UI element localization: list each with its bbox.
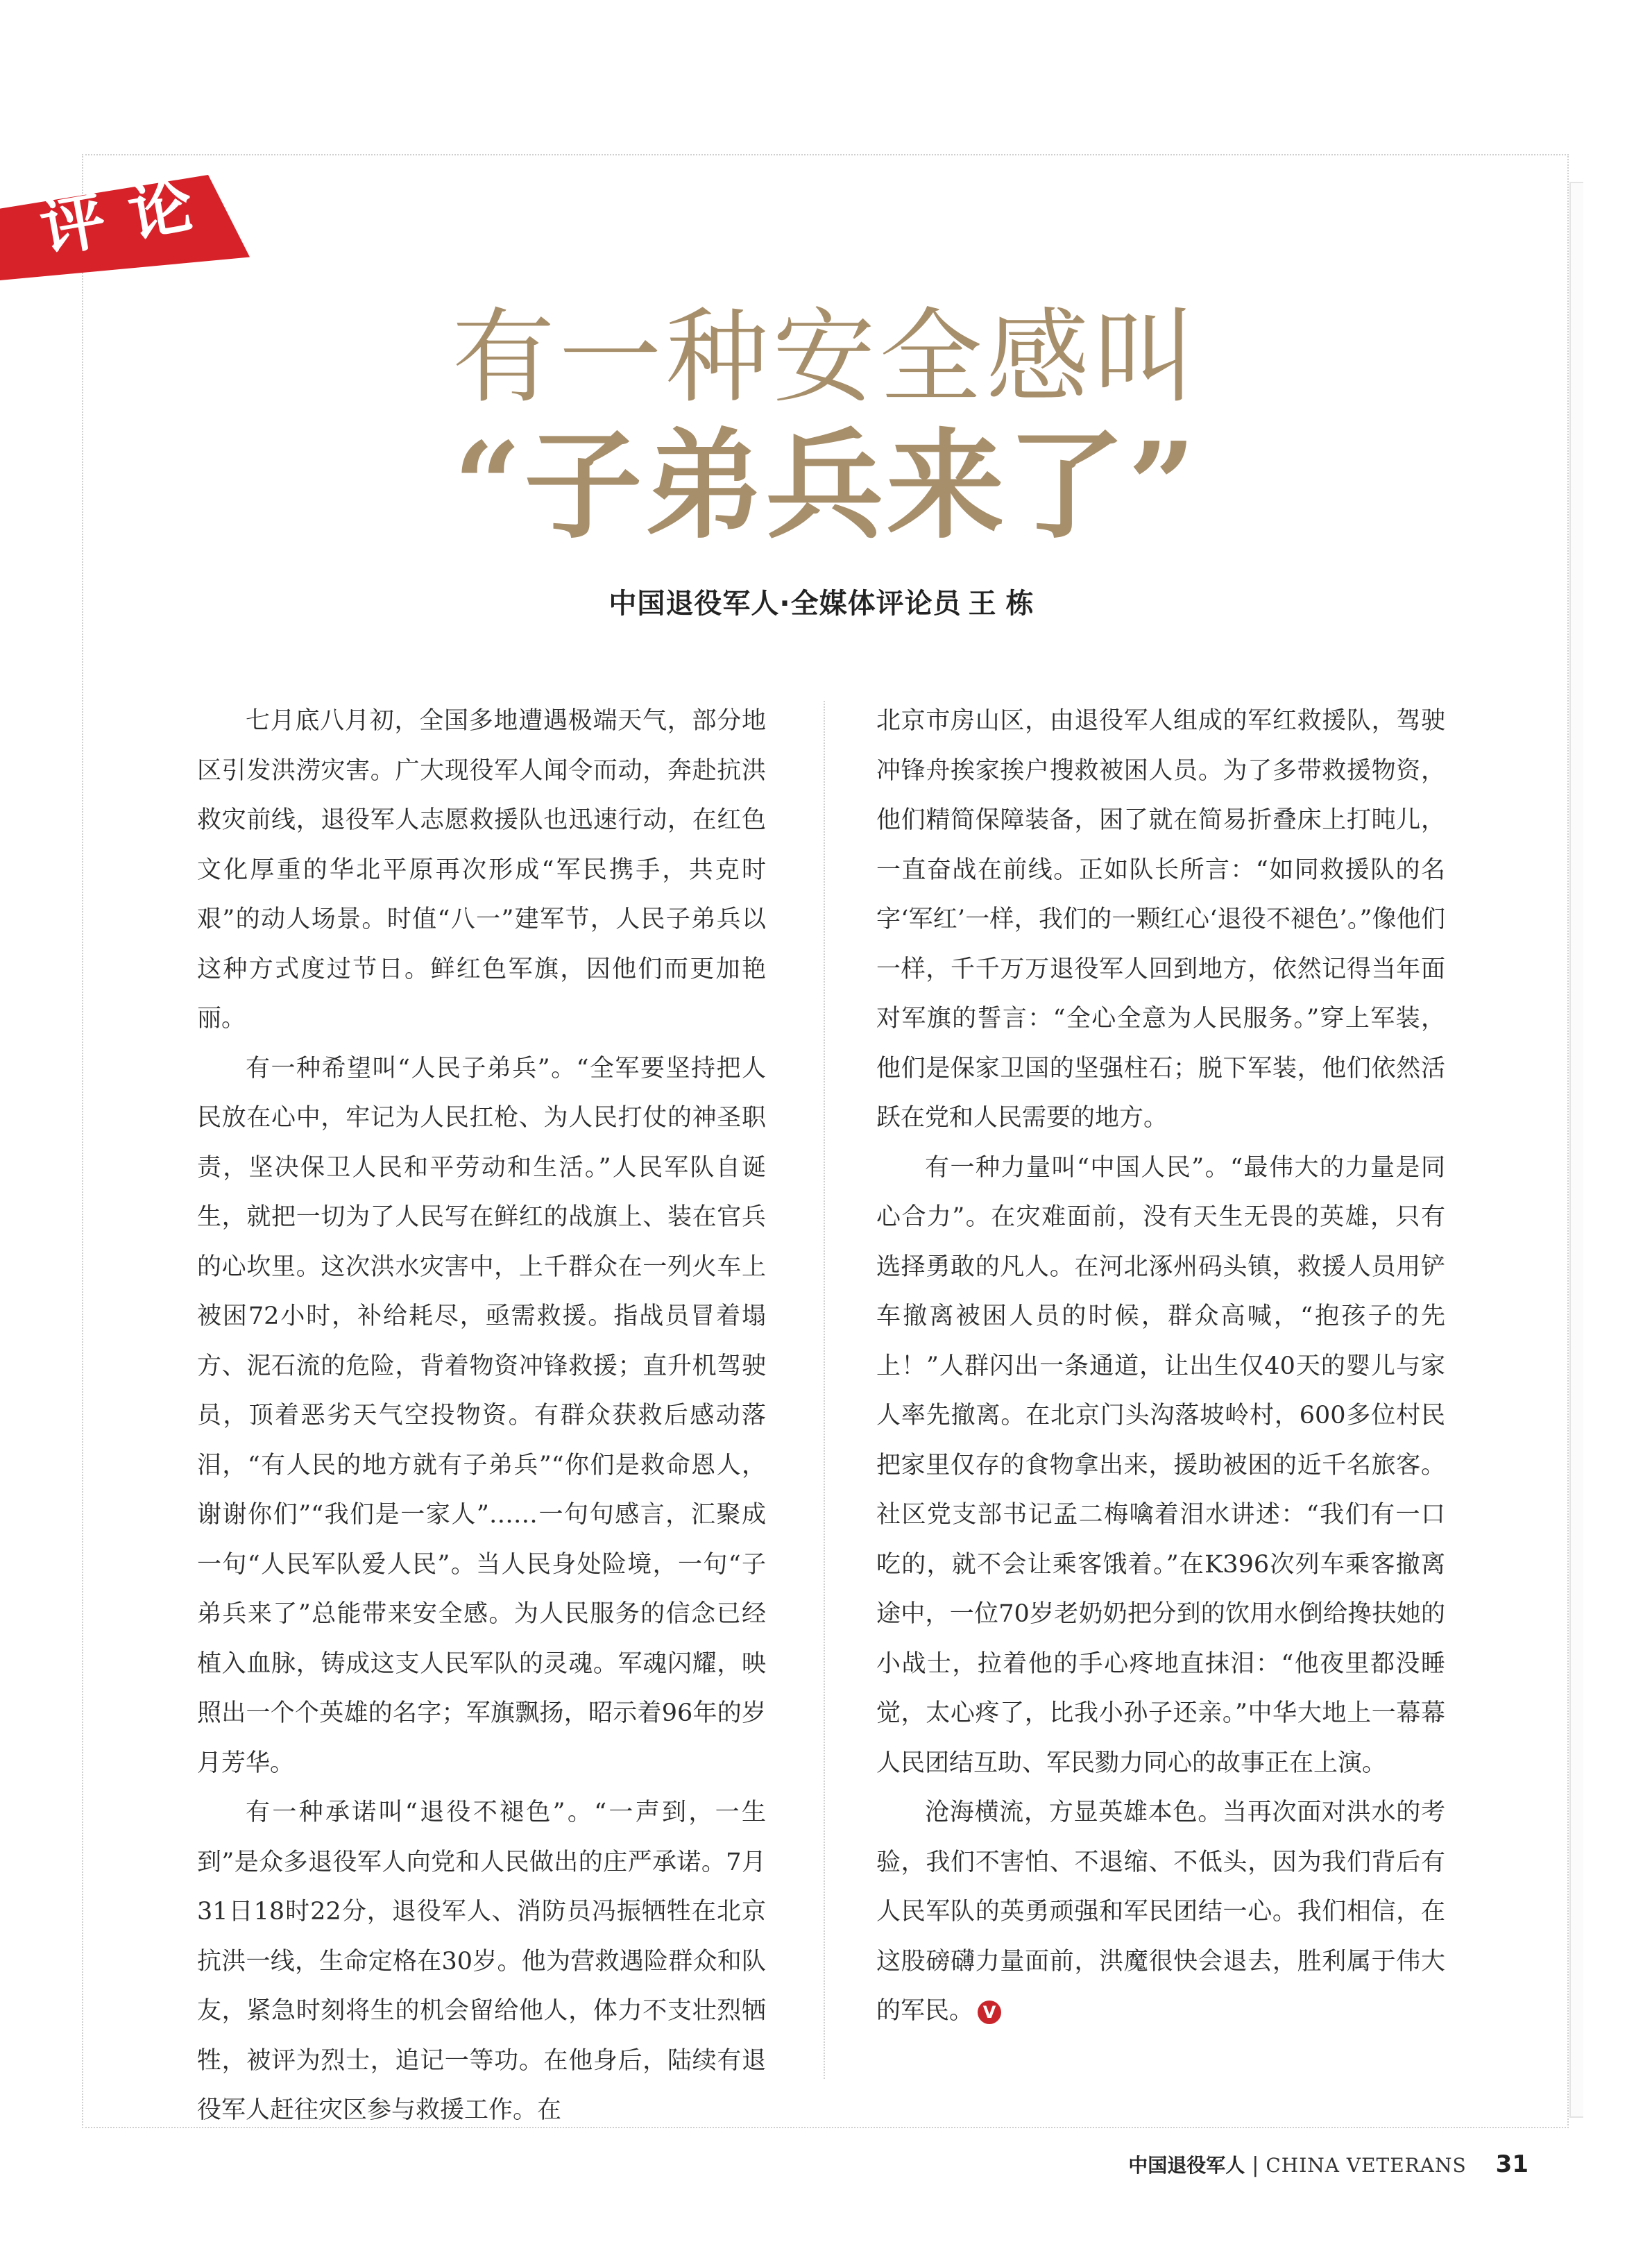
end-mark-icon: V: [978, 2001, 1001, 2024]
footer-magazine-name: 中国退役军人: [1128, 2154, 1245, 2177]
paragraph-continuation: 北京市房山区，由退役军人组成的军红救援队，驾驶冲锋舟挨家挨户搜救被困人员。为了多带救援物资，他们精简保障装备，困了就在简易折叠床上打盹儿，一直奋战在前线。正如队长所言：“如同救援队的名字‘军红’一样，我们的一颗红心‘退役不褪色’。”像他们一样，千千万万退役军人回到地方，依然记得当年面对军旗的誓言：“全心全意为人民服务。”穿上军装，他们是保家卫国的坚强柱石；脱下军装，他们依然活跃在党和人民需要的地方。: [876, 707, 1445, 1132]
section-tag-label: 评论: [35, 162, 223, 267]
author-name: 王栋: [968, 588, 1044, 620]
paragraph: 有一种希望叫“人民子弟兵”。“全军要坚持把人民放在心中，牢记为人民扛枪、为人民打仗的神圣职责，坚决保卫人民和平劳动和生活。”人民军队自诞生，就把一切为了人民写在鲜红的战旗上、装在官兵的心坎里。这次洪水灾害中，上千群众在一列火车上被困72小时，补给耗尽，亟需救援。指战员冒着塌方、泥石流的危险，背着物资冲锋救援；直升机驾驶员，顶着恶劣天气空投物资。有群众获救后感动落泪，“有人民的地方就有子弟兵”“你们是救命恩人，谢谢你们”“我们是一家人”……一句句感言，汇聚成一句“人民军队爱人民”。当人民身处险境，一句“子弟兵来了”总能带来安全感。为人民服务的信念已经植入血脉，铸成这支人民军队的灵魂。军魂闪耀，映照出一个个英雄的名字；军旗飘扬，昭示着96年的岁月芳华。: [197, 1054, 766, 1777]
paragraph: 有一种承诺叫“退役不褪色”。“一声到，一生到”是众多退役军人向党和人民做出的庄严承诺。7月31日18时22分，退役军人、消防员冯振牺牲在北京抗洪一线，生命定格在30岁。他为营救遇险群众和队友，紧急时刻将生的机会留给他人，体力不支壮烈牺牲，被评为烈士，追记一等功。在他身后，陆续有退役军人赶往灾区参与救援工作。在: [197, 1799, 766, 2124]
article-column-left: [197, 697, 766, 2136]
paragraph-final: [876, 1788, 1445, 2037]
paragraph: 有一种力量叫“中国人民”。“最伟大的力量是同心合力”。在灾难面前，没有天生无畏的英雄，只有选择勇敢的凡人。在河北涿州码头镇，救援人员用铲车撤离被困人员的时候，群众高喊，“抱孩子的先上！”人群闪出一条通道，让出生仅40天的婴儿与家人率先撤离。在北京门头沟落坡岭村，600多位村民把家里仅存的食物拿出来，援助被困的近千名旅客。社区党支部书记孟二梅噙着泪水讲述：“我们有一口吃的，就不会让乘客饿着。”在K396次列车乘客撤离途中，一位70岁老奶奶把分到的饮用水倒给搀扶她的小战士，拉着他的手心疼地直抹泪：“他夜里都没睡觉，太心疼了，比我小孙子还亲。”中华大地上一幕幕人民团结互助、军民勠力同心的故事正在上演。: [876, 1153, 1445, 1777]
final-paragraph-text: 沧海横流，方显英雄本色。当再次面对洪水的考验，我们不害怕、不退缩、不低头，因为我们背后有人民军队的英勇顽强和军民团结一心。我们相信，在这股磅礴力量面前，洪魔很快会退去，胜利属于伟大的军民。: [876, 1799, 1445, 2025]
footer-english-name: CHINA VETERANS: [1266, 2154, 1467, 2177]
paragraph: 七月底八月初，全国多地遭遇极端天气，部分地区引发洪涝灾害。广大现役军人闻令而动，奔赴抗洪救灾前线，退役军人志愿救援队也迅速行动，在红色文化厚重的华北平原再次形成“军民携手，共克时艰”的动人场景。时值“八一”建军节，人民子弟兵以这种方式度过节日。鲜红色军旗，因他们而更加艳丽。: [197, 707, 766, 1033]
headline-line-2: “子弟兵来了”: [453, 416, 1199, 555]
byline: [0, 581, 1652, 621]
article-column-right: [876, 697, 1445, 2037]
headline-line-1: 有一种安全感叫: [452, 298, 1200, 417]
page-footer: [1128, 2149, 1528, 2180]
footer-separator: |: [1252, 2153, 1259, 2177]
page-number: 31: [1495, 2150, 1528, 2178]
column-divider: [824, 701, 825, 2079]
byline-prefix: 中国退役军人·全媒体评论员: [608, 588, 962, 620]
